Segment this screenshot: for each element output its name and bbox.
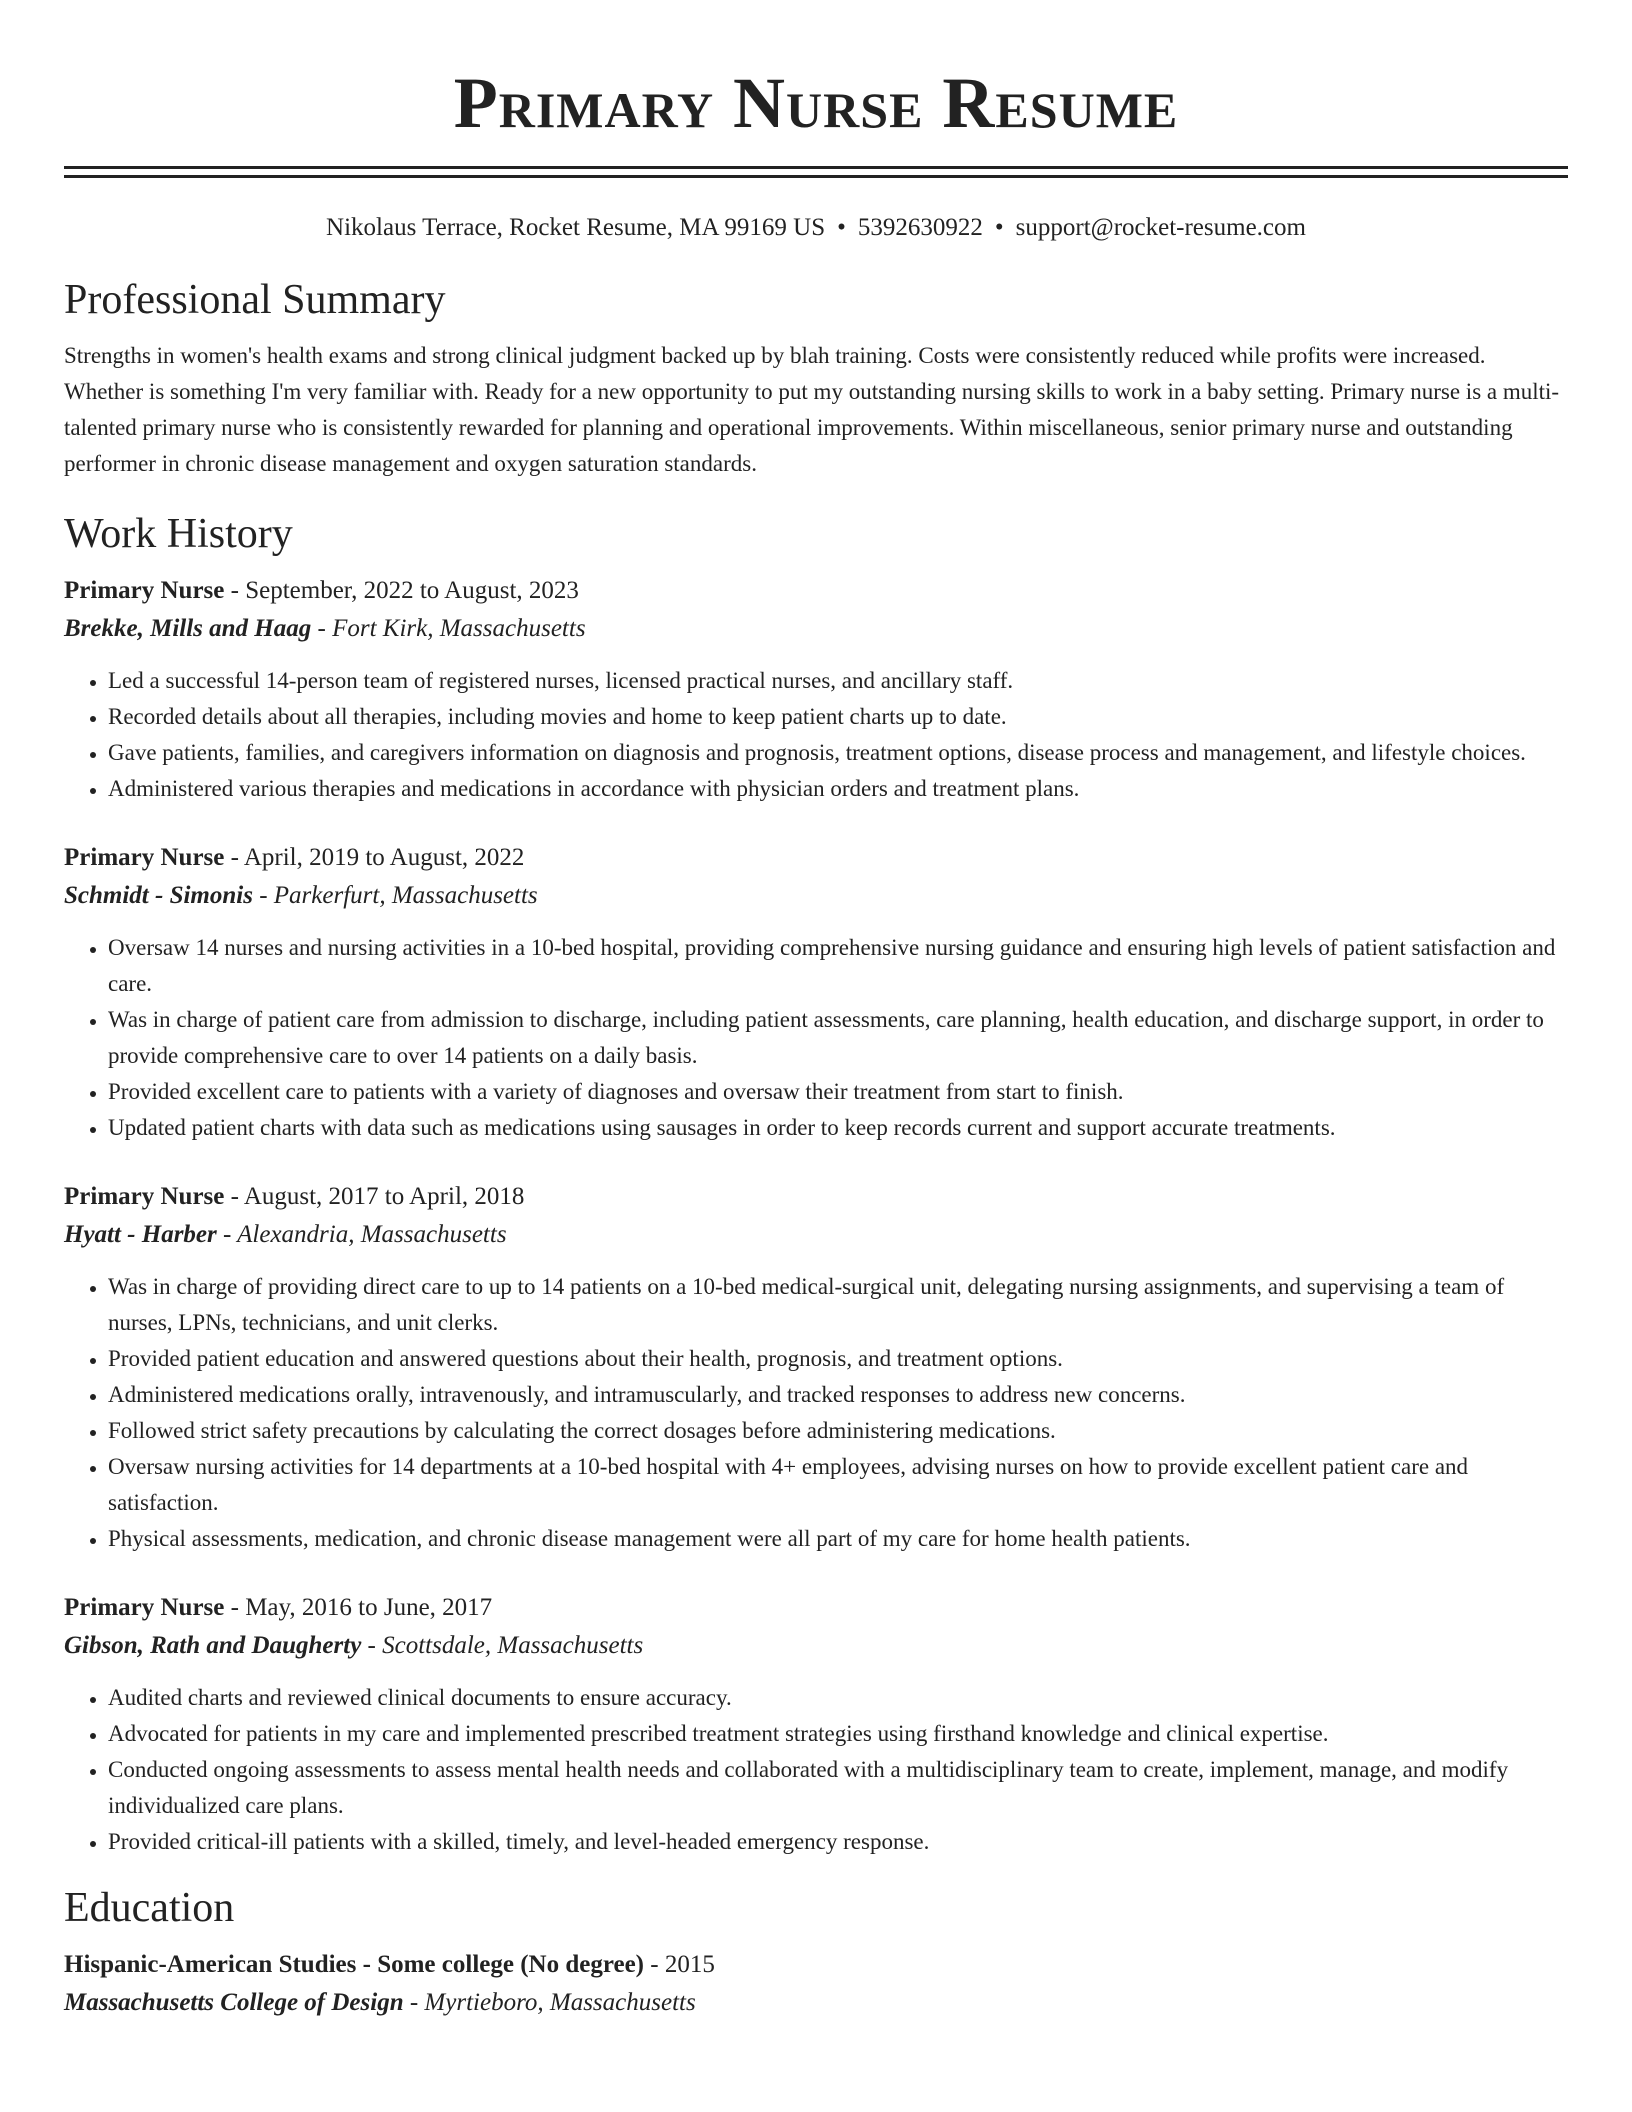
job-duty-item: • Gave patients, families, and caregivers information on diagnosis and prognosis, treatment options, disease process and management, and lifestyle choices. [108,735,1568,771]
contact-separator: • [837,214,846,241]
job-employer: Brekke, Mills and Haag [64,615,312,642]
job-duty-item: • Oversaw 14 nurses and nursing activities in a 10-bed hospital, providing comprehensive nursing guidance and ensuring high levels of patient satisfaction and care. [108,930,1568,1002]
contact-line [64,212,1568,244]
contact-address: Nikolaus Terrace, Rocket Resume, MA 99169 US [326,214,826,241]
job-entry [64,572,1568,807]
job-employer-line [64,877,1568,915]
summary-text: Strengths in women's health exams and strong clinical judgment backed up by blah training. Costs were consistently reduced while profits were increased. Whether is something I'm very familiar with. Ready for a new opportunity to put my outstanding nursing skills to work in a baby setting. Primary nurse is a multi-talented primary nurse who is consistently rewarded for planning and operational improvements. Within miscellaneous, senior primary nurse and outstanding performer in chronic disease management and oxygen saturation standards. [64,343,1560,476]
job-duty-item: • Advocated for patients in my care and implemented prescribed treatment strategies using firsthand knowledge and clinical expertise. [108,1716,1568,1752]
job-employer: Schmidt - Simonis [64,882,253,909]
job-duty-item: • Provided excellent care to patients with a variety of diagnoses and oversaw their treatment from start to finish. [108,1074,1568,1110]
job-duties-list [64,1680,1568,1860]
job-duty-item: • Followed strict safety precautions by calculating the correct dosages before administering medications. [108,1413,1568,1449]
education-degree-line [64,1946,1568,1984]
job-employer-line [64,610,1568,648]
job-duty-item: • Physical assessments, medication, and chronic disease management were all part of my care for home health patients. [108,1521,1568,1557]
job-title: Primary Nurse [64,1594,225,1621]
job-title-line [64,1589,1568,1627]
job-employer: Gibson, Rath and Daugherty [64,1632,362,1659]
job-employer-line [64,1627,1568,1665]
job-duty-item: • Recorded details about all therapies, including movies and home to keep patient charts up to date. [108,699,1568,735]
contact-email[interactable]: support@rocket-resume.com [1015,214,1306,241]
job-title-line [64,1178,1568,1216]
divider-line-top [64,166,1568,169]
job-duty-item: • Led a successful 14-person team of registered nurses, licensed practical nurses, and ancillary staff. [108,663,1568,699]
job-location: - Alexandria, Massachusetts [216,1221,507,1248]
education-school: Massachusetts College of Design [64,1989,404,2016]
section-heading-work-history: Work History [64,511,293,557]
job-dates: - April, 2019 to August, 2022 [224,844,525,871]
job-duties-list [64,930,1568,1146]
job-employer-line [64,1216,1568,1254]
job-location: - Scottsdale, Massachusetts [361,1632,644,1659]
education-location: - Myrtieboro, Massachusetts [403,1989,696,2016]
job-duties-list [64,1269,1568,1557]
job-entry [64,1178,1568,1557]
job-duty-item: • Audited charts and reviewed clinical documents to ensure accuracy. [108,1680,1568,1716]
job-duty-item: • Was in charge of providing direct care to up to 14 patients on a 10-bed medical-surgical unit, delegating nursing assignments, and supervising a team of nurses, LPNs, technicians, and unit clerks. [108,1269,1568,1341]
education-school-line [64,1984,1568,2022]
job-entry [64,1589,1568,1860]
job-duties-list [64,663,1568,807]
job-title: Primary Nurse [64,1183,225,1210]
job-title: Primary Nurse [64,844,225,871]
job-duty-item: • Administered various therapies and medications in accordance with physician orders and treatment plans. [108,771,1568,807]
job-dates: - August, 2017 to April, 2018 [224,1183,525,1210]
job-duty-item: • Conducted ongoing assessments to assess mental health needs and collaborated with a multidisciplinary team to create, implement, manage, and modify individualized care plans. [108,1752,1568,1824]
contact-phone: 5392630922 [857,214,983,241]
job-employer: Hyatt - Harber [64,1221,217,1248]
job-title: Primary Nurse [64,577,225,604]
contact-separator: • [994,214,1004,241]
work-history-list [64,572,1568,1860]
section-heading-education: Education [64,1885,235,1931]
title-divider [64,166,1568,178]
education-degree: Hispanic-American Studies - Some college (No degree) [64,1951,644,1978]
divider-line-bottom [64,175,1568,178]
job-title-line [64,839,1568,877]
section-heading-summary: Professional Summary [64,277,446,323]
job-location: - Parkerfurt, Massachusetts [252,882,538,909]
education-year: - 2015 [644,1951,715,1978]
job-duty-item: • Provided patient education and answered questions about their health, prognosis, and treatment options. [108,1341,1568,1377]
job-duty-item: • Oversaw nursing activities for 14 departments at a 10-bed hospital with 4+ employees, advising nurses on how to provide excellent patient care and satisfaction. [108,1449,1568,1521]
job-entry [64,839,1568,1146]
job-duty-item: • Was in charge of patient care from admission to discharge, including patient assessments, care planning, health education, and discharge support, in order to provide comprehensive care to over 14 patients on a daily basis. [108,1002,1568,1074]
job-duty-item: • Administered medications orally, intravenously, and intramuscularly, and tracked responses to address new concerns. [108,1377,1568,1413]
job-duty-item: • Provided critical-ill patients with a skilled, timely, and level-headed emergency response. [108,1824,1568,1860]
page-title: Primary Nurse Resume [453,63,1179,143]
job-duty-item: • Updated patient charts with data such as medications using sausages in order to keep records current and support accurate treatments. [108,1110,1568,1146]
job-dates: - September, 2022 to August, 2023 [224,577,579,604]
education-list [64,1946,1568,2022]
job-title-line [64,572,1568,610]
job-location: - Fort Kirk, Massachusetts [311,615,586,642]
job-dates: - May, 2016 to June, 2017 [224,1594,493,1621]
